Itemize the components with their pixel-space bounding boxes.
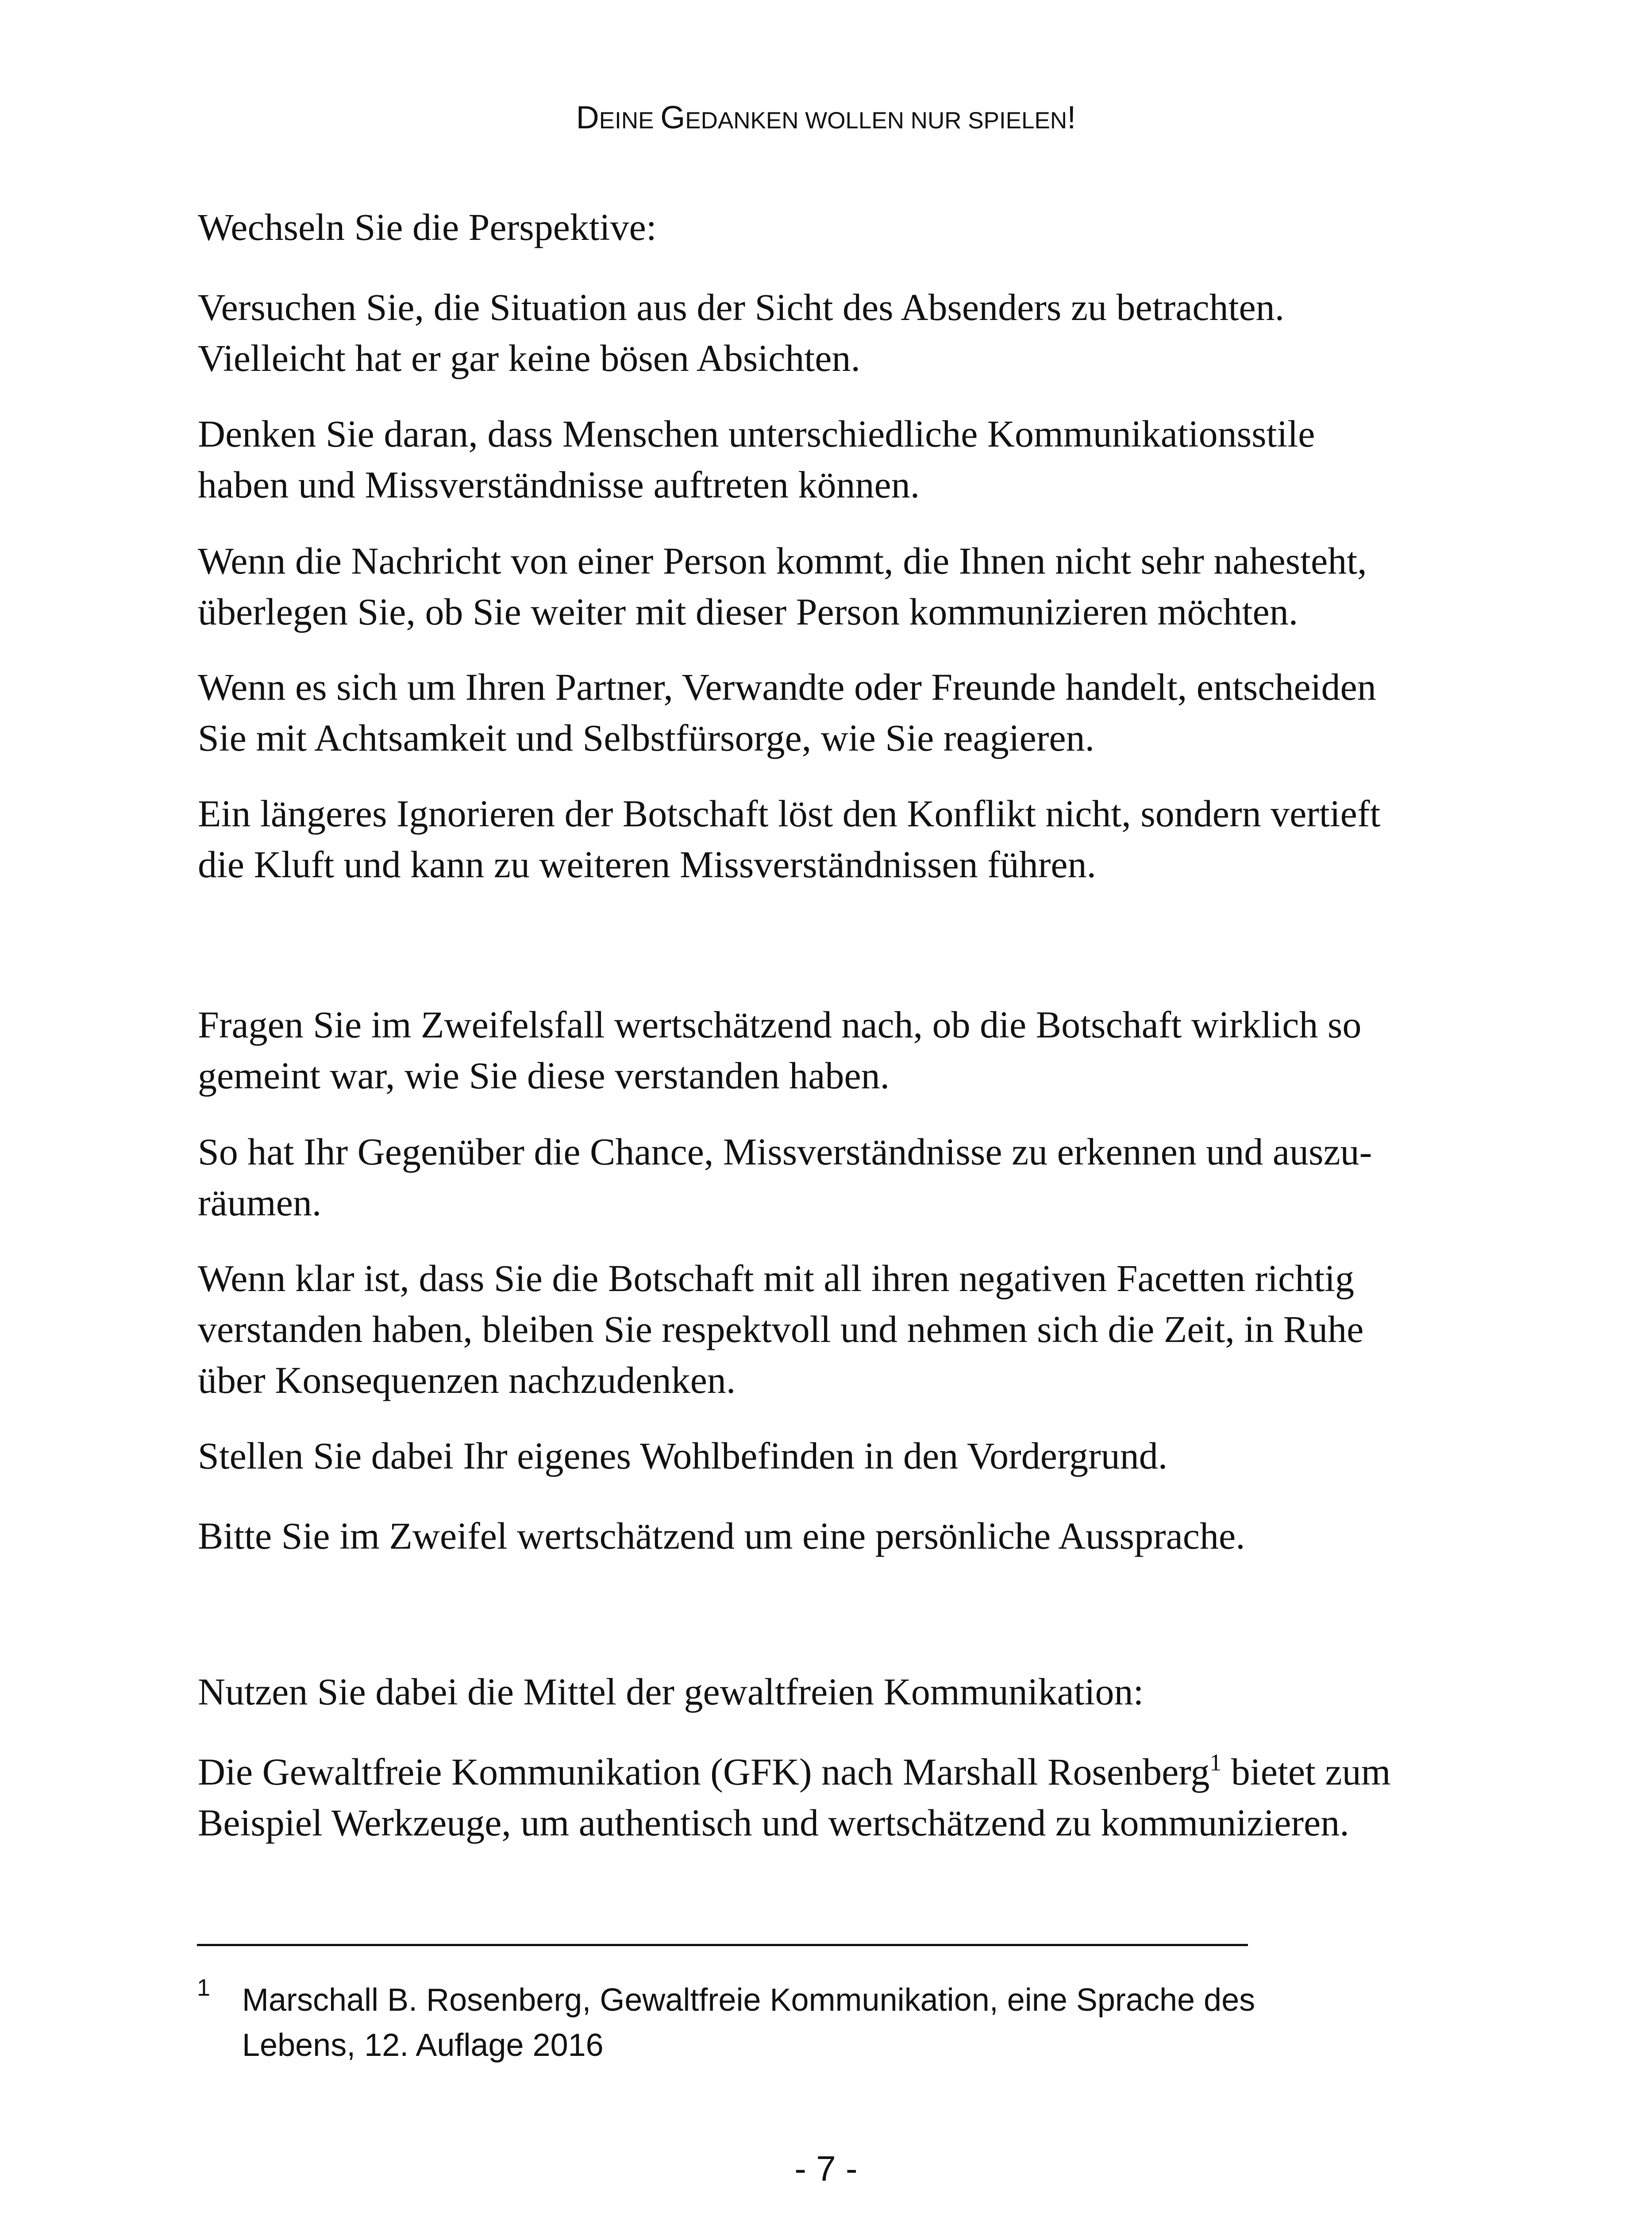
paragraph: Ein längeres Ignorieren der Botschaft löst den Konflikt nicht, sondern vertieft die Kluft und kann zu weiteren Missverständnissen führen. [198,792,1381,886]
paragraph: Versuchen Sie, die Situation aus der Sicht des Absenders zu betrachten. Vielleicht hat er gar keine bösen Absichten. [198,286,1285,379]
footnote-text: Marschall B. Rosenberg, Gewaltfreie Kommunikation, eine Sprache des Lebens, 12. Auflage 2016 [242,1982,1255,2063]
paragraph-with-footnote [198,1746,1475,1848]
header-small-caps: EINE [599,108,661,134]
paragraph: Stellen Sie dabei Ihr eigenes Wohlbefinden in den Vordergrund. [198,1434,1168,1477]
paragraph: So hat Ihr Gegenüber die Chance, Missverständnisse zu erkennen und auszu- räumen. [198,1130,1372,1224]
page-number: - 7 - [794,2149,858,2188]
paragraph-text: Die Gewaltfreie Kommunikation (GFK) nach Marshall Rosenberg [198,1750,1210,1793]
header-initial: G [660,100,685,135]
paragraph: Bitte Sie im Zweifel wertschätzend um eine persönliche Aussprache. [198,1515,1245,1557]
footnote-number: 1 [197,1974,211,2001]
header-exclamation: ! [1067,100,1076,135]
footnote-divider [197,1944,1248,1946]
paragraph: Denken Sie daran, dass Menschen unterschiedliche Kommunikationsstile haben und Missverständnisse auftreten können. [198,413,1315,506]
paragraph: Wenn klar ist, dass Sie die Botschaft mit all ihren negativen Facetten richtig verstanden haben, bleiben Sie respektvoll und nehmen sich die Zeit, in Ruhe über Konsequenzen nachzudenken. [198,1257,1364,1401]
footnote [197,1974,1519,2068]
paragraph: Wenn es sich um Ihren Partner, Verwandte oder Freunde handelt, entscheiden Sie mit Achtsamkeit und Selbstfürsorge, wie Sie reagieren. [198,666,1376,759]
paragraph: Nutzen Sie dabei die Mittel der gewaltfreien Kommunikation: [198,1670,1144,1713]
running-header [0,102,1652,134]
paragraph: Wenn die Nachricht von einer Person kommt, die Ihnen nicht sehr nahesteht, überlegen Sie, ob Sie weiter mit dieser Person kommunizieren möchten. [198,540,1367,633]
paragraph: Fragen Sie im Zweifelsfall wertschätzend nach, ob die Botschaft wirklich so gemeint war, wie Sie diese verstanden haben. [198,1003,1362,1097]
paragraph-text: bietet zum Beispiel Werkzeuge, um authentisch und wertschätzend zu kommunizieren. [198,1750,1391,1844]
header-initial: D [576,100,599,135]
paragraph: Wechseln Sie die Perspektive: [198,206,657,248]
footnote-reference[interactable]: 1 [1209,1749,1222,1776]
header-small-caps: EDANKEN WOLLEN NUR SPIELEN [685,108,1067,134]
